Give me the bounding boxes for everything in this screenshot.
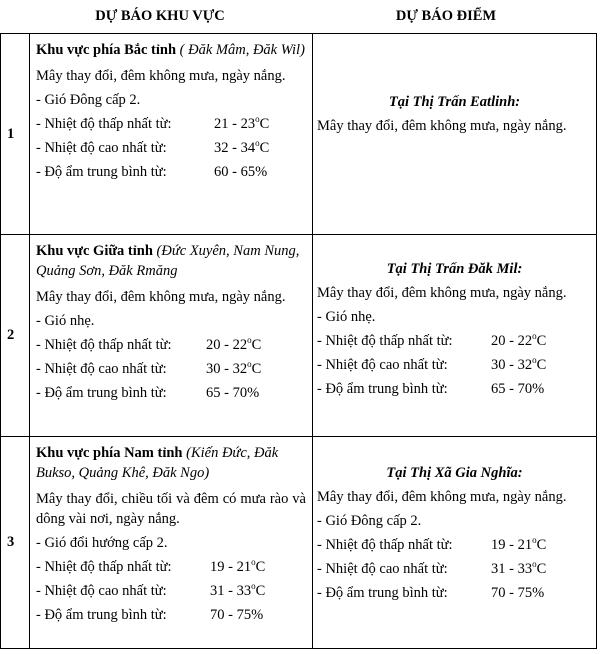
region-places: ( Đăk Mâm, Đăk Wil) [176,42,305,58]
point-forecast-cell [313,34,597,235]
region-humidity [36,160,306,184]
point-location-title: Tại Thị Trấn Eatlinh: [388,94,521,110]
region-humidity [36,381,306,405]
row-number: 2 [1,235,30,437]
humidity-label: - Độ ẩm trung bình từ: [317,585,448,601]
region-places: (Kiến Đức, Đăk Bukso, Quảng Khê, Đăk Ngo) [36,445,279,481]
humidity-label: - Độ ẩm trung bình từ: [317,381,448,397]
point-description: Mây thay đổi, đêm không mưa, ngày nắng. [317,118,567,134]
point-location-title: Tại Thị Trấn Đăk Mil: [386,261,523,277]
region-places: (Đức Xuyên, Nam Nung, Quảng Sơn, Đăk Rmăng [36,243,300,279]
point-tmax [317,557,592,581]
regional-forecast-cell [30,235,313,437]
region-heading [36,443,306,483]
tmax-label: - Nhiệt độ cao nhất từ: [36,583,167,599]
humidity-value: 70 - 75% [491,585,545,601]
tmin-value: 19 - 21$^o$C [210,557,266,575]
tmin-label: - Nhiệt độ thấp nhất từ: [36,559,172,575]
point-wind: - Gió Đông cấp 2. [317,513,422,529]
region-tmin [36,333,306,357]
region-heading [36,241,306,281]
point-description: Mây thay đổi, đêm không mưa, ngày nắng. [317,285,567,301]
table-row [1,437,597,649]
region-humidity [36,603,306,627]
humidity-value: 60 - 65% [214,164,268,180]
region-tmin [36,555,306,579]
humidity-label: - Độ ẩm trung bình từ: [36,164,167,180]
humidity-label: - Độ ẩm trung bình từ: [36,385,167,401]
tmax-value: 30 - 32$^o$C [491,355,547,373]
tmax-label: - Nhiệt độ cao nhất từ: [36,140,167,156]
region-wind: - Gió nhẹ. [36,313,95,329]
region-tmax [36,579,306,603]
tmax-label: - Nhiệt độ cao nhất từ: [317,357,448,373]
tmax-value: 32 - 34$^o$C [214,138,270,156]
point-humidity [317,581,592,605]
humidity-value: 65 - 70% [206,385,260,401]
point-tmin [317,533,592,557]
tmin-value: 19 - 21$^o$C [491,535,547,553]
tmin-label: - Nhiệt độ thấp nhất từ: [36,116,172,132]
forecast-table [0,33,597,649]
point-tmin [317,329,592,353]
regional-forecast-cell [30,437,313,649]
region-title: Khu vực phía Bắc tỉnh [36,42,177,58]
tmin-value: 20 - 22$^o$C [491,331,547,349]
point-humidity [317,377,592,401]
humidity-label: - Độ ẩm trung bình từ: [36,607,167,623]
point-forecast-cell [313,235,597,437]
header-regional-forecast: DỰ BÁO KHU VỰC [95,8,225,24]
region-title: Khu vực phía Nam tỉnh [36,445,183,461]
row-number: 3 [1,437,30,649]
point-description: Mây thay đổi, đêm không mưa, ngày nắng. [317,489,567,505]
point-location-title: Tại Thị Xã Gia Nghĩa: [386,465,523,481]
region-title: Khu vực Giữa tỉnh [36,243,153,259]
region-tmax [36,136,306,160]
region-wind: - Gió Đông cấp 2. [36,92,141,108]
humidity-value: 70 - 75% [210,607,264,623]
region-tmax [36,357,306,381]
region-heading [36,40,306,60]
tmax-value: 31 - 33$^o$C [491,559,547,577]
region-tmin [36,112,306,136]
tmin-value: 20 - 22$^o$C [206,335,262,353]
region-wind: - Gió đổi hướng cấp 2. [36,535,168,551]
tmax-label: - Nhiệt độ cao nhất từ: [317,561,448,577]
header-point-forecast: DỰ BÁO ĐIỂM [395,8,497,24]
region-description: Mây thay đổi, đêm không mưa, ngày nắng. [36,68,286,84]
table-row [1,235,597,437]
tmax-value: 30 - 32$^o$C [206,359,262,377]
tmin-label: - Nhiệt độ thấp nhất từ: [36,337,172,353]
tmin-label: - Nhiệt độ thấp nhất từ: [317,333,453,349]
region-description: Mây thay đổi, chiều tối và đêm có mưa rào và dông vài nơi, ngày nắng. [36,491,306,527]
tmin-value: 21 - 23$^o$C [214,114,270,132]
regional-forecast-cell [30,34,313,235]
table-row [1,34,597,235]
region-description: Mây thay đổi, đêm không mưa, ngày nắng. [36,289,286,305]
tmax-label: - Nhiệt độ cao nhất từ: [36,361,167,377]
point-tmax [317,353,592,377]
point-wind: - Gió nhẹ. [317,309,376,325]
point-forecast-cell [313,437,597,649]
tmin-label: - Nhiệt độ thấp nhất từ: [317,537,453,553]
humidity-value: 65 - 70% [491,381,545,397]
row-number: 1 [1,34,30,235]
tmax-value: 31 - 33$^o$C [210,581,266,599]
